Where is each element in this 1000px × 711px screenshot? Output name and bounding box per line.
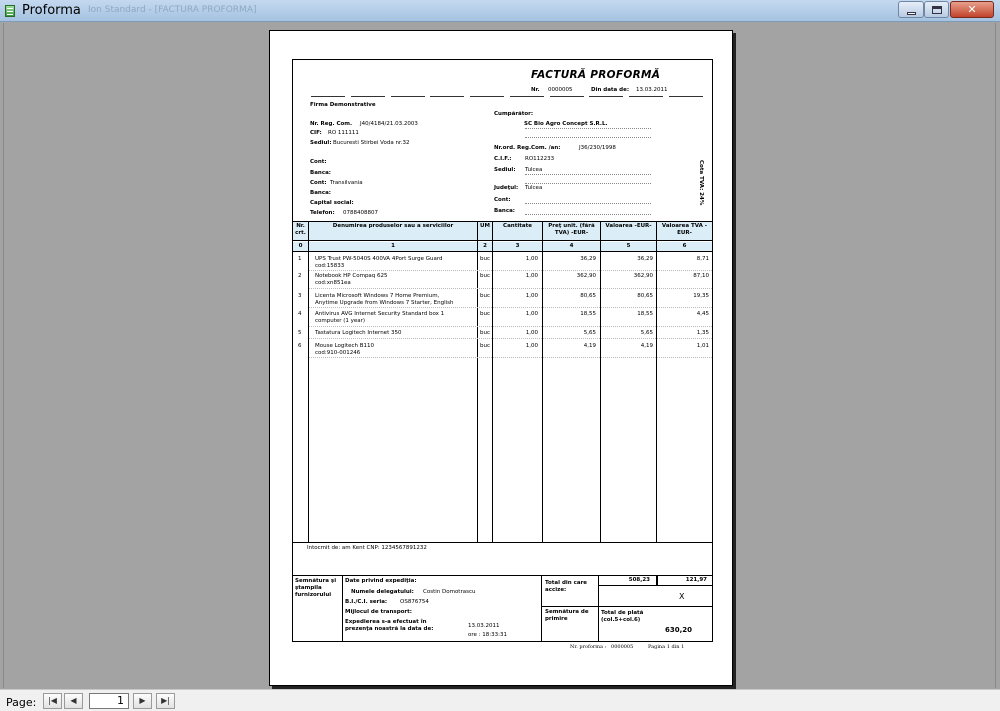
grand-total-label: Total de plată (col.5+col.6) (601, 610, 644, 623)
supplier-cont2-label: Cont: (310, 180, 327, 186)
total-value: 508,23 (628, 577, 650, 583)
buyer-label: Cumpărător: (494, 111, 534, 117)
col-header-um: UM (480, 223, 490, 229)
supplier-sediu-label: Sediul: (310, 140, 332, 146)
supplier-cif-label: CIF: (310, 130, 322, 136)
delegate-value: Costin Domotrascu (423, 589, 476, 595)
supplier-tel-value: 0788408807 (343, 210, 378, 216)
minimize-icon (907, 12, 916, 15)
report-page (269, 30, 733, 686)
total-vat: 121,97 (685, 577, 707, 583)
col-header-value: Valoarea -EUR- (605, 223, 652, 229)
col-header-nr: Nr. crt. (295, 223, 306, 236)
expedition-line2: prezenţa noastră la data de: (345, 626, 434, 632)
expedition-line1: Expedierea s-a efectuat în (345, 619, 427, 625)
page-number-input[interactable]: 1 (89, 693, 129, 709)
buyer-judet-value: Tulcea (525, 185, 543, 191)
expedition-time: ore : 18:33:31 (468, 632, 507, 638)
col-header-qty: Cantitate (503, 223, 532, 229)
close-icon: ✕ (967, 3, 977, 16)
supplier-tel-label: Telefon: (310, 210, 335, 216)
col-header-vat: Valoarea TVA -EUR- (661, 223, 708, 236)
buyer-cif-value: RO112233 (525, 156, 555, 162)
buyer-sediu-value: Tulcea (525, 167, 543, 173)
col-index-5: 5 (626, 243, 631, 249)
col-index-1: 1 (391, 243, 395, 249)
buyer-sediu-label: Sediul: (494, 167, 516, 173)
page-navigation-bar (0, 689, 1000, 711)
first-page-button[interactable]: |◀ (43, 693, 62, 709)
last-page-button[interactable]: ▶| (156, 693, 175, 709)
supplier-name: Firma Demonstrative (310, 102, 376, 108)
delegate-label: Numele delegatului: (351, 589, 414, 595)
vat-rate-note: Cota TVA: 24% (698, 160, 704, 206)
x-mark: X (679, 592, 685, 601)
buyer-reg-label: Nr.ord. Reg.Com. /an: (494, 145, 561, 151)
col-header-desc: Denumirea produselor sau a serviciilor (332, 223, 454, 229)
buyer-name: SC Bio Agro Concept S.R.L. (524, 121, 608, 127)
buyer-banca-label: Banca: (494, 208, 515, 214)
page-label: Page: (6, 696, 37, 709)
supplier-cont-label: Cont: (310, 159, 327, 165)
minimize-button[interactable] (898, 1, 924, 18)
buyer-judet-label: Judeţul: (494, 185, 519, 191)
supplier-banca-label: Banca: (310, 170, 331, 176)
supplier-capital-label: Capital social: (310, 200, 354, 206)
invoice-frame: FACTURĂ PROFORMĂ Nr. 0000005 Din data de: 13.03.2011 Firma Demonstrative Nr. Reg. Com. J40/4184/21.03.2003 CIF: RO 111111 Sediul: Bucuresti Stirbei Voda nr.32 Cont: Banca: Cont: Transilvania Banca: Capital social: Telefon: 0788408807 Cumpărător: SC Bio Agro Concept S.R.L. Nr.ord. Reg.Com. /an: J36/230/1998 C.I.F.: RO112233 Sediul: Tulcea Judeţul: Tulcea Cont: Banca: Cota TVA: 24% Nr. crt. Denumirea produselor sau a serviciilor UM Cantitate Preţ unit. (fără TVA) -EUR- Valoarea -EUR- Valoarea TVA -EUR- 0 1 2 3 4 5 6 1 UPS Trust PW-5040S 400VA 4Port Surge Guard cod:15833 buc 1,00 36,29 36,29 8,71 2 Notebook HP Compaq 625 cod:xn851ea buc 1,00 362,90 362,90 87,10 3 Licenta Microsoft Windows 7 Home Premium, Anytime Upgrade from Windows 7 Starter, English buc 1,00 80,65 80,65 19,35 4 Antivirus AVG Internet Security Standard box 1 computer (1 year) buc 1,00 18,55 18,55 4,45 5 Tastatura Logitech Internet 350 buc 1,00 5,65 5,65 1,35 6 Mouse Logitech B110 cod:910-001246 buc 1,00 4,19 4,19 1,01 Intocmit de: am Kent CNP: 1234567891232 Semnătura şi ştampila furnizorului Date privind expediţia: Numele delegatului: Costin Domotrascu B.I./C.I. seria: OS876754 Mijlocul de transport: Expedierea s-a efectuat în prezenţa noastră la data de: 13.03.2011 ore : 18:33:31 Total din care accize: 508,23 121,97 X Semnătura de primire Total de plată (col.5+col.6) 630,20 (292, 59, 713, 642)
supplier-banca2-label: Banca: (310, 190, 331, 196)
expedition-title: Date privind expediţia: (345, 578, 417, 584)
supplier-cont2-value: Transilvania (330, 180, 363, 186)
invoice-title: FACTURĂ PROFORMĂ (531, 69, 661, 81)
bi-value: OS876754 (400, 599, 429, 605)
proforma-number-footer: Nr. proforma : 0000005 (570, 644, 634, 650)
supplier-reg-value: J40/4184/21.03.2003 (360, 121, 418, 127)
supplier-cif-value: RO 111111 (328, 130, 359, 136)
header-dash-line (311, 96, 703, 97)
transport-label: Mijlocul de transport: (345, 609, 412, 615)
buyer-cif-label: C.I.F.: (494, 156, 512, 162)
receipt-signature-label: Semnătura de primire (545, 609, 589, 622)
col-header-price: Preţ unit. (fără TVA) -EUR- (548, 223, 595, 236)
intocmit-text: Intocmit de: am Kent CNP: 1234567891232 (307, 545, 427, 551)
maximize-icon (932, 6, 942, 14)
close-button[interactable] (950, 1, 994, 18)
window-title-bar (0, 0, 1000, 22)
supplier-signature-label: Semnătura şi ştampila furnizorului (295, 578, 337, 598)
window-title: Proforma (22, 3, 81, 18)
grand-total-value: 630,20 (665, 626, 693, 634)
col-index-2: 2 (483, 243, 487, 249)
col-index-6: 6 (682, 243, 687, 249)
total-label: Total din care accize: (545, 580, 588, 593)
col-index-4: 4 (569, 243, 574, 249)
supplier-sediu-value: Bucuresti Stirbei Voda nr.32 (333, 140, 410, 146)
buyer-reg-value: J36/230/1998 (579, 145, 616, 151)
prev-page-button[interactable]: ◀ (64, 693, 83, 709)
bi-label: B.I./C.I. seria: (345, 599, 388, 605)
buyer-cont-label: Cont: (494, 197, 511, 203)
invoice-date-value: 13.03.2011 (636, 87, 668, 93)
col-index-0: 0 (298, 243, 303, 249)
invoice-date-label: Din data de: (591, 87, 630, 93)
invoice-nr-label: Nr. (531, 87, 540, 93)
maximize-button[interactable] (924, 1, 949, 18)
col-index-3: 3 (515, 243, 520, 249)
window-ghost-title: Ion Standard - [FACTURA PROFORMA] (88, 5, 257, 15)
expedition-date: 13.03.2011 (468, 623, 500, 629)
supplier-reg-label: Nr. Reg. Com. (310, 121, 353, 127)
invoice-nr-value: 0000005 (548, 87, 573, 93)
report-icon (5, 5, 15, 17)
page-count-footer: Pagina 1 din 1 (648, 644, 685, 650)
next-page-button[interactable]: ▶ (133, 693, 152, 709)
